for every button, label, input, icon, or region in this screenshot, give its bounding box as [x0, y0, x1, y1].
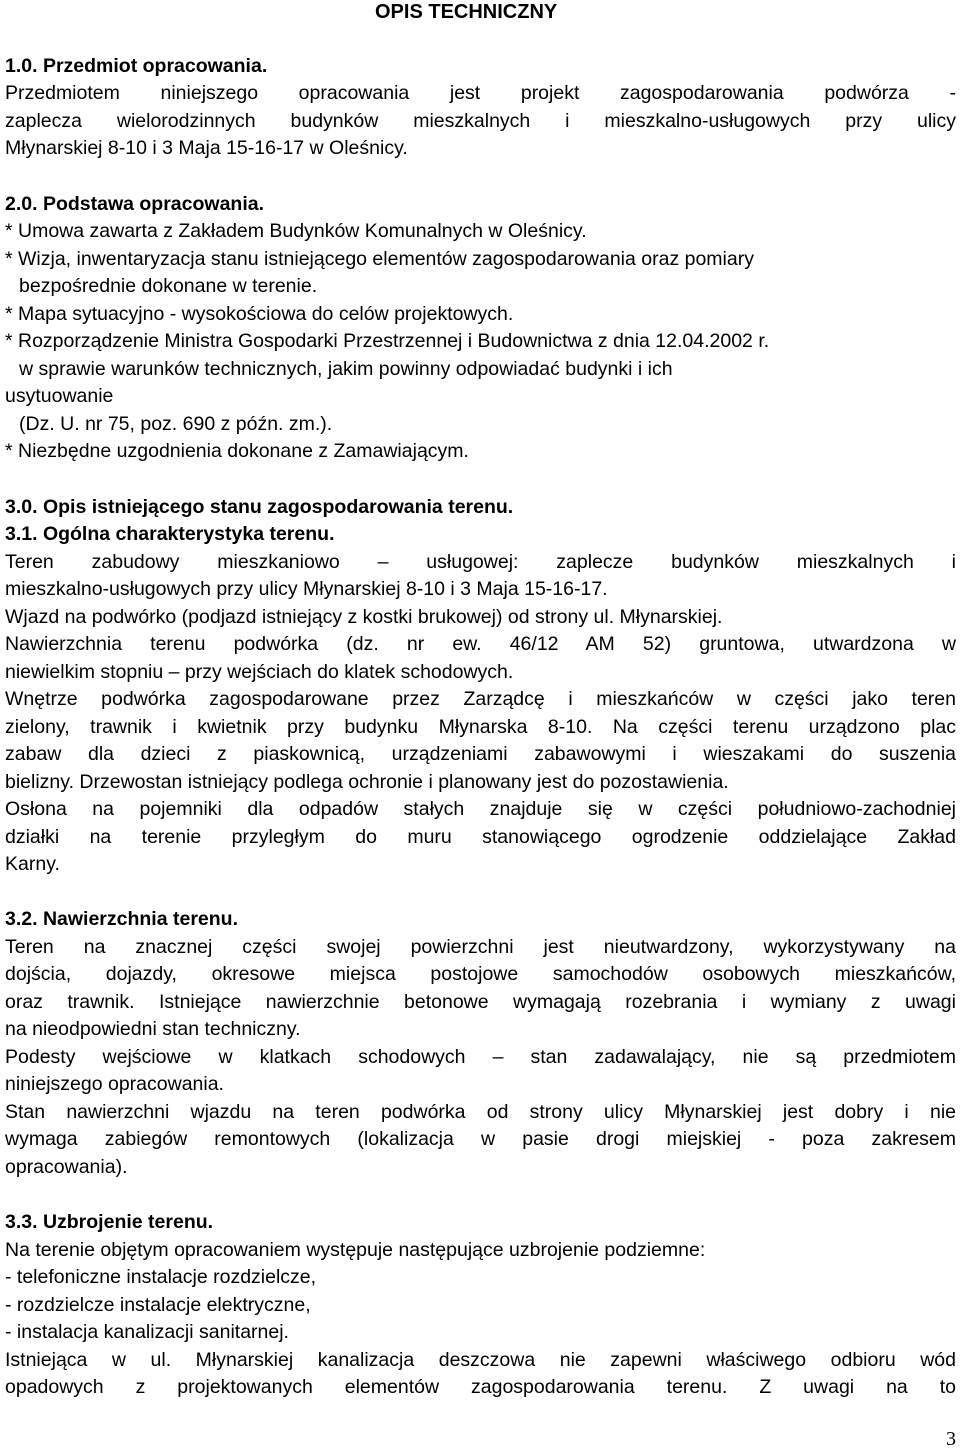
paragraph-line: wymaga zabiegów remontowych (lokalizacja w pasie drogi miejskiej - poza zakresem — [5, 1128, 956, 1150]
section-2-heading: 2.0. Podstawa opracowania. — [5, 193, 265, 215]
subsection-3-1-heading: 3.1. Ogólna charakterystyka terenu. — [5, 523, 335, 545]
paragraph-line: działki na terenie przyległym do muru stanowiącego ogrodzenie oddzielające Zakład — [5, 826, 956, 848]
paragraph-line: niniejszego opracowania. — [5, 1073, 224, 1095]
paragraph-line: zaplecza wielorodzinnych budynków mieszkalnych i mieszkalno-usługowych przy ulicy — [5, 110, 956, 132]
paragraph-line: Młynarskiej 8-10 i 3 Maja 15-16-17 w Oleśnicy. — [5, 137, 408, 159]
paragraph-line: na nieodpowiedni stan techniczny. — [5, 1018, 301, 1040]
list-item: * Rozporządzenie Ministra Gospodarki Przestrzennej i Budownictwa z dnia 12.04.2002 r. — [5, 330, 770, 352]
section-3-heading: 3.0. Opis istniejącego stanu zagospodarowania terenu. — [5, 496, 514, 518]
paragraph-line: Teren na znacznej części swojej powierzchni jest nieutwardzony, wykorzystywany na — [5, 936, 956, 958]
list-item: * Umowa zawarta z Zakładem Budynków Komunalnych w Oleśnicy. — [5, 220, 587, 242]
paragraph-line: Przedmiotem niniejszego opracowania jest projekt zagospodarowania podwórza - — [5, 82, 956, 104]
paragraph-line: Stan nawierzchni wjazdu na teren podwórka od strony ulicy Młynarskiej jest dobry i nie — [5, 1101, 956, 1123]
list-item: - telefoniczne instalacje rozdzielcze, — [5, 1266, 317, 1288]
list-item: * Wizja, inwentaryzacja stanu istniejącego elementów zagospodarowania oraz pomiary — [5, 248, 754, 270]
paragraph-line: Nawierzchnia terenu podwórka (dz. nr ew. 46/12 AM 52) gruntowa, utwardzona w — [5, 633, 956, 655]
section-1-heading: 1.0. Przedmiot opracowania. — [5, 55, 268, 77]
paragraph-line: Wjazd na podwórko (podjazd istniejący z kostki brukowej) od strony ul. Młynarskiej. — [5, 606, 723, 628]
subsection-3-3-heading: 3.3. Uzbrojenie terenu. — [5, 1211, 214, 1233]
paragraph-line: Wnętrze podwórka zagospodarowane przez Zarządcę i mieszkańców w części jako teren — [5, 688, 956, 710]
paragraph-line: Istniejąca w ul. Młynarskiej kanalizacja deszczowa nie zapewni właściwego odbioru wód — [5, 1349, 956, 1371]
paragraph-line: oraz trawnik. Istniejące nawierzchnie betonowe wymagają rozebrania i wymiany z uwagi — [5, 991, 956, 1013]
paragraph-line: zabaw dla dzieci z piaskownicą, urządzeniami zabawowymi i wieszakami do suszenia — [5, 743, 956, 765]
list-item-continuation: w sprawie warunków technicznych, jakim powinny odpowiadać budynki i ich — [19, 358, 673, 380]
paragraph-line: Teren zabudowy mieszkaniowo – usługowej: zaplecze budynków mieszkalnych i — [5, 551, 956, 573]
subsection-3-2-heading: 3.2. Nawierzchnia terenu. — [5, 908, 239, 930]
list-item: - instalacja kanalizacji sanitarnej. — [5, 1321, 289, 1343]
list-item-continuation: (Dz. U. nr 75, poz. 690 z późn. zm.). — [19, 413, 333, 435]
list-item: * Mapa sytuacyjno - wysokościowa do celów projektowych. — [5, 303, 514, 325]
paragraph-line: Podesty wejściowe w klatkach schodowych – stan zadawalający, nie są przedmiotem — [5, 1046, 956, 1068]
paragraph-line: zielony, trawnik i kwietnik przy budynku Młynarska 8-10. Na części terenu urządzono plac — [5, 716, 956, 738]
document-title: OPIS TECHNICZNY — [375, 1, 558, 23]
paragraph-line: opracowania). — [5, 1156, 128, 1178]
paragraph-line: opadowych z projektowanych elementów zagospodarowania terenu. Z uwagi na to — [5, 1376, 956, 1398]
paragraph-line: Na terenie objętym opracowaniem występuje następujące uzbrojenie podziemne: — [5, 1239, 706, 1261]
paragraph-line: mieszkalno-usługowych przy ulicy Młynarskiej 8-10 i 3 Maja 15-16-17. — [5, 578, 608, 600]
paragraph-line: dojścia, dojazdy, okresowe miejsca postojowe samochodów osobowych mieszkańców, — [5, 963, 956, 985]
list-item: * Niezbędne uzgodnienia dokonane z Zamawiającym. — [5, 440, 469, 462]
paragraph-line: niewielkim stopniu – przy wejściach do klatek schodowych. — [5, 661, 514, 683]
paragraph-line: Osłona na pojemniki dla odpadów stałych znajduje się w części południowo-zachodniej — [5, 798, 956, 820]
paragraph-line: bielizny. Drzewostan istniejący podlega ochronie i planowany jest do pozostawienia. — [5, 771, 729, 793]
list-item-continuation: bezpośrednie dokonane w terenie. — [19, 275, 318, 297]
list-item-continuation: usytuowanie — [5, 385, 114, 407]
page-number: 3 — [946, 1428, 956, 1450]
paragraph-line: Karny. — [5, 853, 60, 875]
list-item: - rozdzielcze instalacje elektryczne, — [5, 1294, 311, 1316]
